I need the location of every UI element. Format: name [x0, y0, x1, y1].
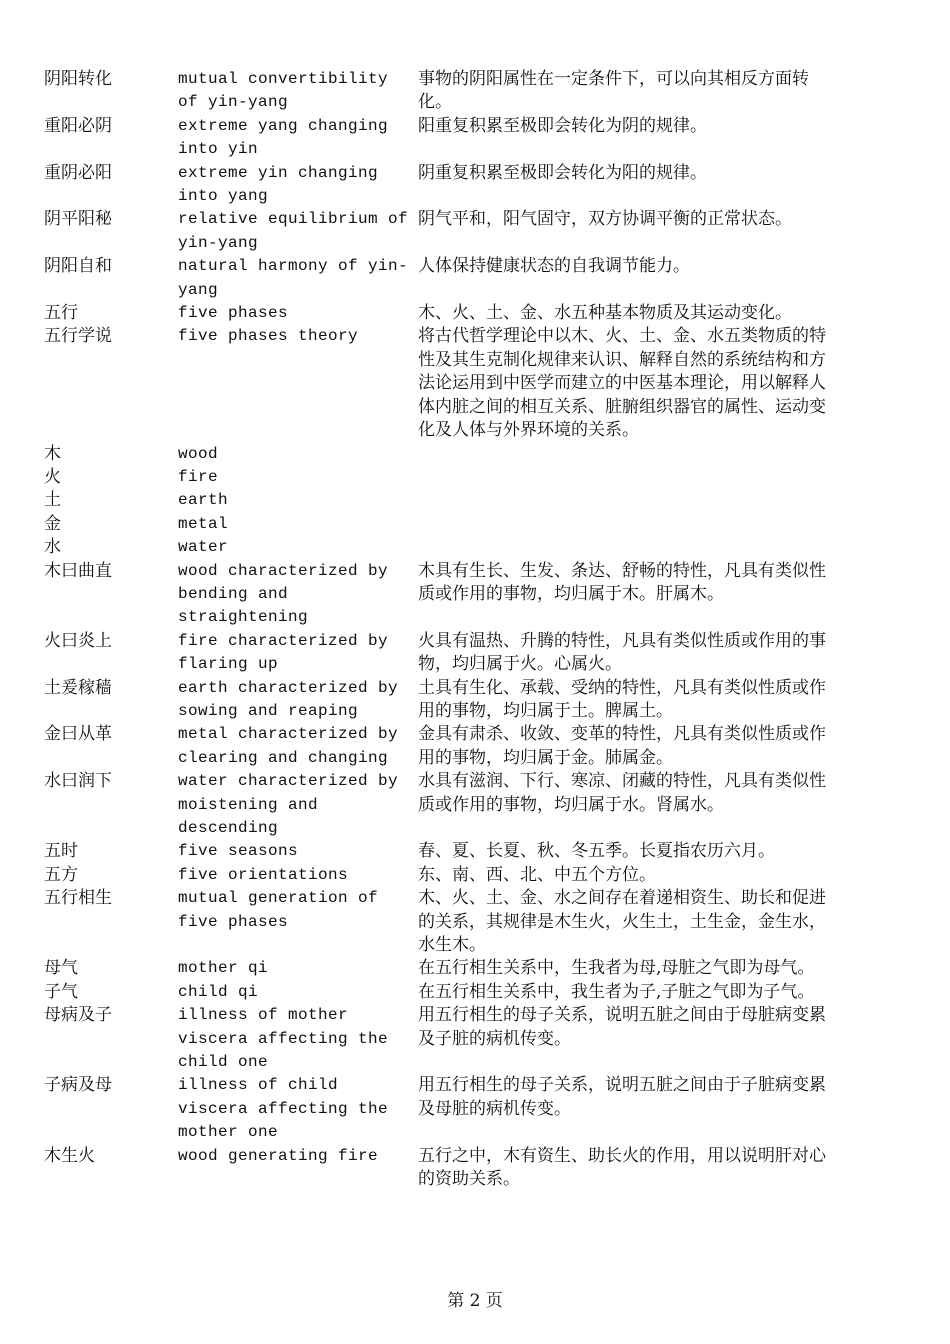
glossary-row	[44, 255, 834, 302]
term-definition	[418, 513, 834, 536]
term-zh: 金曰从革	[44, 724, 112, 745]
glossary-row	[44, 981, 834, 1004]
term-zh: 母病及子	[44, 1005, 112, 1026]
term-en: earth characterized by sowing and reaping	[178, 678, 399, 720]
glossary-row	[44, 1074, 834, 1144]
term-en: wood	[178, 444, 219, 463]
term-en: five phases theory	[178, 327, 359, 346]
glossary-row	[44, 1004, 834, 1074]
glossary-row	[44, 677, 834, 724]
term-definition: 将古代哲学理论中以木、火、土、金、水五类物质的特性及其生克制化规律来认识、解释自然的系统结构和方法论运用到中医学而建立的中医基本理论，用以解释人体内脏之间的相互关系、脏腑组织器官的属性、运动变化及人体与外界环境的关系。	[418, 326, 826, 441]
term-zh: 阴阳转化	[44, 69, 112, 89]
term-zh: 重阳必阴	[44, 115, 112, 136]
term-en: water	[178, 538, 229, 557]
term-zh: 五时	[44, 841, 78, 862]
term-zh: 子气	[44, 981, 78, 1002]
term-en: mother qi	[178, 959, 269, 978]
glossary-row	[44, 489, 834, 512]
glossary-row	[44, 115, 834, 162]
glossary-row	[44, 536, 834, 559]
term-zh: 金	[44, 513, 61, 534]
term-en: illness of child viscera affecting the mother one	[178, 1076, 389, 1142]
term-zh: 火曰炎上	[44, 630, 112, 651]
term-zh: 土	[44, 490, 61, 511]
term-en: earth	[178, 491, 229, 510]
term-definition: 用五行相生的母子关系，说明五脏之间由于子脏病变累及母脏的病机传变。	[418, 1075, 826, 1119]
term-en: fire characterized by flaring up	[178, 631, 389, 674]
glossary-row	[44, 630, 834, 677]
term-en: mutual convertibility of yin-yang	[178, 70, 389, 112]
term-en: five phases	[178, 304, 289, 323]
glossary-row	[44, 325, 834, 442]
term-zh: 五行	[44, 303, 78, 324]
term-en: illness of mother viscera affecting the child one	[178, 1006, 389, 1072]
term-zh: 五方	[44, 864, 78, 885]
term-definition: 事物的阴阳属性在一定条件下，可以向其相反方面转化。	[418, 69, 809, 113]
term-definition	[418, 466, 834, 489]
term-en: extreme yang changing into yin	[178, 116, 389, 159]
term-zh: 木	[44, 443, 61, 464]
glossary-table	[44, 68, 834, 1192]
term-definition: 在五行相生关系中，我生者为子,子脏之气即为子气。	[418, 981, 815, 1002]
term-en: metal	[178, 514, 229, 533]
term-definition: 阴气平和，阳气固守，双方协调平衡的正常状态。	[418, 209, 792, 230]
term-zh: 五行学说	[44, 326, 112, 347]
glossary-row	[44, 723, 834, 770]
term-zh: 五行相生	[44, 888, 112, 909]
term-en: wood generating fire	[178, 1146, 379, 1165]
glossary-row	[44, 560, 834, 630]
term-en: metal characterized by clearing and changing	[178, 725, 399, 767]
term-definition	[418, 443, 834, 466]
term-zh: 阴阳自和	[44, 256, 112, 277]
term-definition: 土具有生化、承载、受纳的特性，凡具有类似性质或作用的事物，均归属于土。脾属土。	[418, 677, 826, 721]
glossary-row	[44, 887, 834, 957]
glossary-page	[44, 68, 834, 1192]
term-definition: 木、火、土、金、水五种基本物质及其运动变化。	[418, 303, 792, 324]
page-number: 第 2 页	[447, 1291, 503, 1311]
term-en: extreme yin changing into yang	[178, 163, 379, 206]
term-definition: 火具有温热、升腾的特性，凡具有类似性质或作用的事物，均归属于火。心属火。	[418, 630, 826, 675]
glossary-row	[44, 302, 834, 325]
glossary-row	[44, 208, 834, 255]
term-definition	[418, 536, 834, 559]
term-definition: 春、夏、长夏、秋、冬五季。长夏指农历六月。	[418, 841, 775, 862]
term-en: five orientations	[178, 865, 349, 884]
term-zh: 火	[44, 466, 61, 487]
term-definition	[418, 489, 834, 512]
term-zh: 水	[44, 537, 61, 558]
glossary-row	[44, 864, 834, 887]
glossary-row	[44, 840, 834, 863]
glossary-row	[44, 68, 834, 115]
glossary-row	[44, 513, 834, 536]
term-zh: 母气	[44, 958, 78, 979]
term-zh: 阴平阳秘	[44, 209, 112, 230]
term-zh: 子病及母	[44, 1075, 112, 1096]
term-definition: 金具有肃杀、收敛、变革的特性，凡具有类似性质或作用的事物，均归属于金。肺属金。	[418, 724, 826, 768]
term-en: fire	[178, 467, 219, 486]
term-definition: 水具有滋润、下行、寒凉、闭藏的特性，凡具有类似性质或作用的事物，均归属于水。肾属水。	[418, 771, 826, 815]
term-zh: 重阴必阳	[44, 162, 112, 183]
term-definition: 在五行相生关系中，生我者为母,母脏之气即为母气。	[418, 958, 815, 979]
glossary-row	[44, 443, 834, 466]
glossary-row	[44, 466, 834, 489]
glossary-row	[44, 162, 834, 209]
term-en: wood characterized by bending and straightening	[178, 561, 389, 627]
glossary-rows	[44, 68, 834, 1192]
term-definition: 木、火、土、金、水之间存在着递相资生、助长和促进的关系，其规律是木生火，火生土，土生金，金生水，水生木。	[418, 888, 826, 956]
term-definition: 东、南、西、北、中五个方位。	[418, 864, 656, 885]
term-zh: 木生火	[44, 1145, 95, 1166]
term-en: five seasons	[178, 842, 299, 861]
glossary-row	[44, 770, 834, 840]
term-zh: 水曰润下	[44, 771, 112, 792]
term-definition: 木具有生长、生发、条达、舒畅的特性，凡具有类似性质或作用的事物，均归属于木。肝属木。	[418, 560, 826, 604]
term-en: mutual generation of five phases	[178, 889, 379, 931]
term-zh: 土爰稼穑	[44, 677, 112, 698]
term-definition: 人体保持健康状态的自我调节能力。	[418, 256, 690, 277]
term-en: natural harmony of yin-yang	[178, 257, 409, 299]
glossary-row	[44, 957, 834, 980]
term-definition: 阴重复积累至极即会转化为阳的规律。	[418, 162, 707, 183]
glossary-row	[44, 1145, 834, 1192]
term-definition: 用五行相生的母子关系，说明五脏之间由于母脏病变累及子脏的病机传变。	[418, 1005, 826, 1049]
term-definition: 阳重复积累至极即会转化为阴的规律。	[418, 115, 707, 136]
term-en: child qi	[178, 982, 259, 1001]
term-en: water characterized by moistening and descending	[178, 772, 399, 837]
term-zh: 木曰曲直	[44, 560, 112, 581]
term-definition: 五行之中，木有资生、助长火的作用，用以说明肝对心的资助关系。	[418, 1145, 826, 1190]
term-en: relative equilibrium of yin-yang	[178, 210, 409, 252]
